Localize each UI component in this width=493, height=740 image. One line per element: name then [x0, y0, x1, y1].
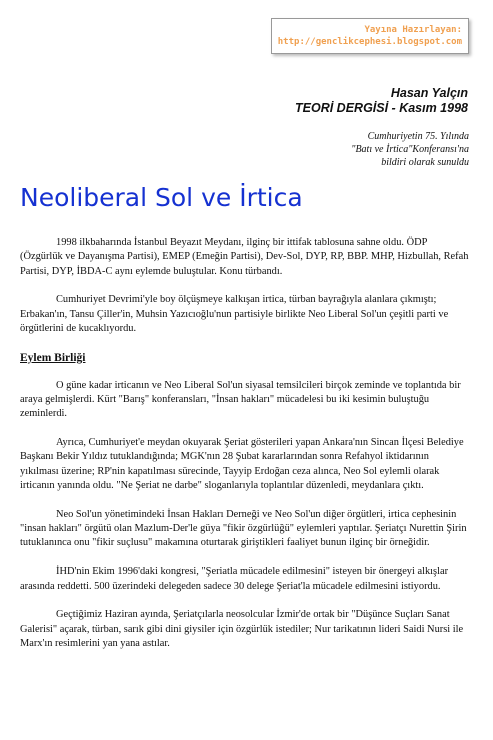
source-line: TEORİ DERGİSİ - Kasım 1998	[295, 101, 468, 115]
publisher-label: Yayına Hazırlayan:	[364, 25, 462, 35]
publisher-url-link[interactable]: http://genclikcephesi.blogspot.com	[277, 37, 462, 47]
paragraph: Ayrıca, Cumhuriyet'e meydan okuyarak Şeriat gösterileri yapan Ankara'nın Sincan İlçesi Belediye Başkanı Bekir Yıldız tutuklandığında; MGK'nın 28 Şubat kararlarından sonra Refahyol iktidarının yıkılması üzerine; RP'nin kapatılması sürecinde, Tayyip Erdoğan ceza alınca, Neo Sol eylemli olarak irticanın yanında oldu. "Ne Şeriat ne darbe" sloganlarıyla toplantılar düzenledi, meydanlara çıktı.	[20, 437, 464, 492]
note-line: bildiri olarak sunuldu	[381, 157, 469, 168]
author-block	[295, 86, 468, 116]
paragraph: Geçtiğimiz Haziran ayında, Şeriatçılarla neosolcular İzmir'de ortak bir "Düşünce Suçları Sanat Galerisi" açarak, türban, sarık gibi dini giysiler için özgürlük istediler; Nur tarikatının lideri Saidi Nursi ile Marx'ın resimlerini yan yana astılar.	[20, 609, 464, 649]
presentation-note	[351, 130, 469, 169]
paragraph: Neo Sol'un yönetimindeki İnsan Hakları Derneği ve Neo Sol'un diğer örgütleri, irtica cephesinin "insan hakları" örgütü olan Mazlum-Der'le güya "fikir özgürlüğü" eylemleri yaptılar. Şeriatçı Nurettin Şirin tutuklanınca onu "fikir suçlusu" makamına oturtarak giriştikleri faaliyet bunun ilginç bir örneğidir.	[20, 508, 467, 549]
article-title: Neoliberal Sol ve İrtica	[20, 183, 303, 212]
author-name: Hasan Yalçın	[390, 86, 468, 100]
section-heading: Eylem Birliği	[20, 351, 86, 364]
publisher-box	[271, 18, 469, 54]
paragraph: 1998 ilkbaharında İstanbul Beyazıt Meydanı, ilginç bir ittifak tablosuna sahne oldu. ÖDP (Özgürlük ve Dayanışma Partisi), EMEP (Emeğin Partisi), Dev-Sol, DYP, RP, BBP. MHP, Hizbullah, Refah Partisi, DYP, İBDA-C aynı eylemde buluştular. Konu türbandı.	[20, 237, 469, 277]
paragraph: İHD'nin Ekim 1996'daki kongresi, "Şeriatla mücadele edilmesini" isteyen bir önergeyi alkışlar arasında reddetti. 500 üzerindeki delegeden sadece 30 delege Şeriat'la mücadele edilmesini istiyordu.	[20, 566, 449, 592]
paragraph: O güne kadar irticanın ve Neo Liberal Sol'un siyasal temsilcileri birçok zeminde ve toplantıda bir araya gelmişlerdi. Kürt "Barış" konferansları, "İnsan hakları" mücadelesi bu iki kesimin buluştuğu zeminlerdi.	[20, 379, 461, 420]
article-body	[20, 236, 470, 666]
paragraph: Cumhuriyet Devrimi'yle boy ölçüşmeye kalkışan irtica, türban bayrağıyla alanlara çıkmıştı; Erbakan'ın, Tansu Çiller'in, Muhsin Yazıcıoğlu'nun partisiyle birlikte Neo Liberal Sol'un çeşitli parti ve örgütlerini de kucaklıyordu.	[20, 294, 449, 334]
note-line: "Batı ve İrtica"Konferansı'na	[351, 144, 469, 155]
note-line: Cumhuriyetin 75. Yılında	[367, 131, 469, 142]
